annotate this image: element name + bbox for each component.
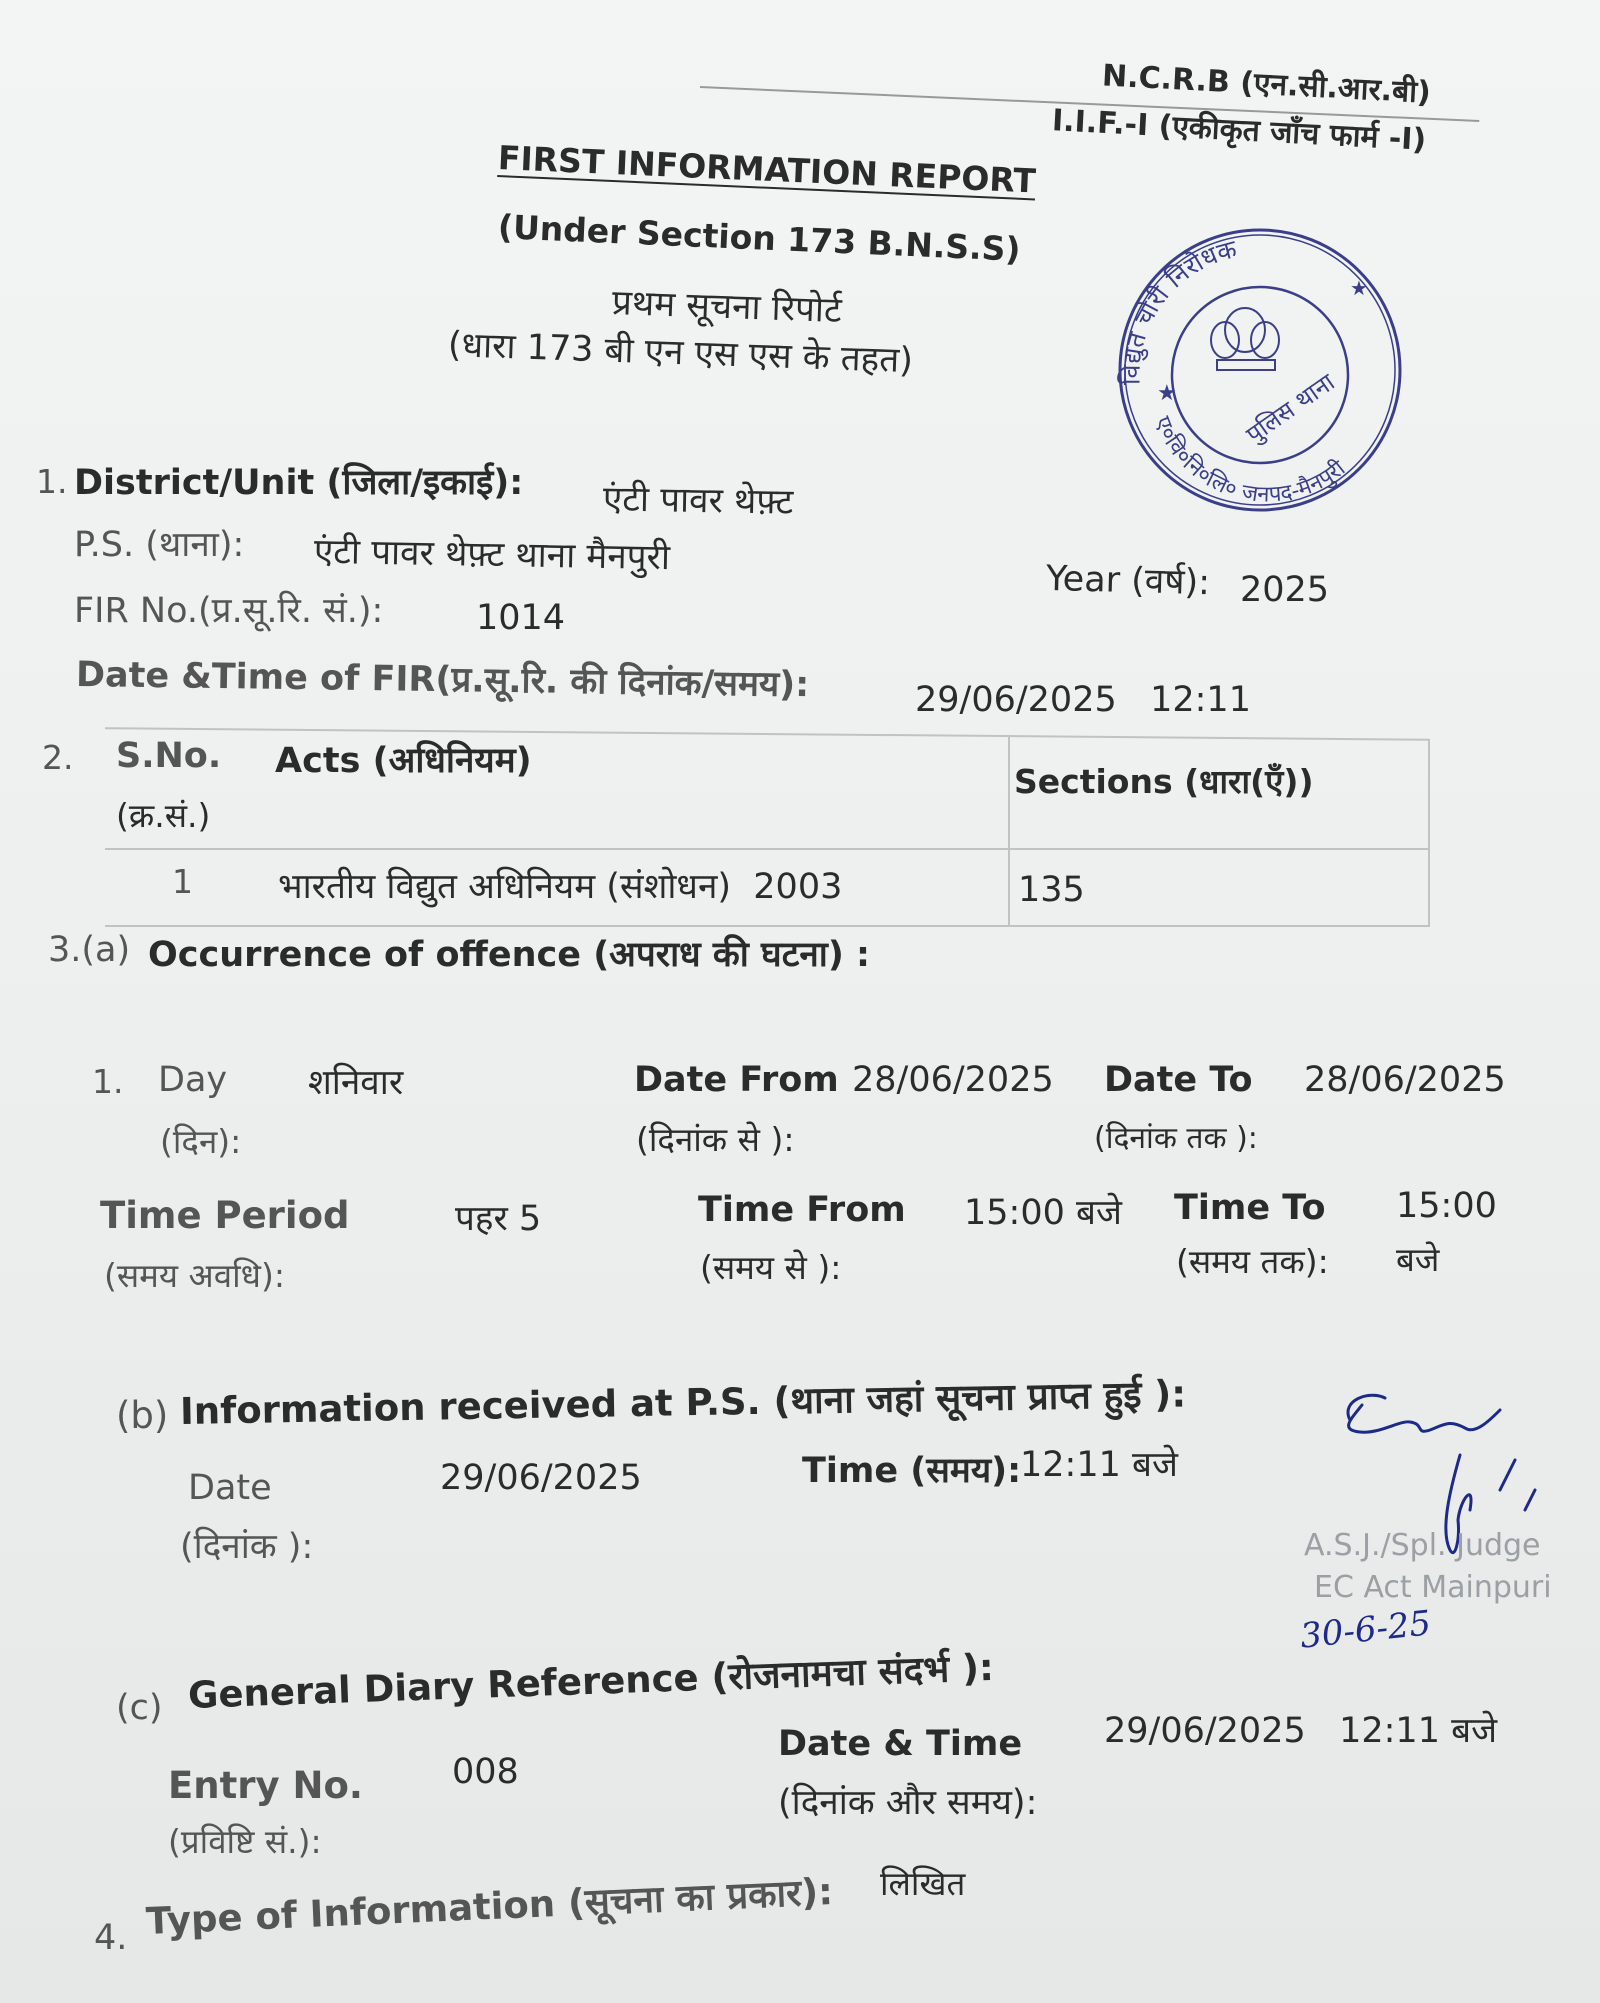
- emblem-icon: [1211, 308, 1279, 370]
- judge-signature: [1300, 1350, 1600, 1650]
- time-period-value: पहर 5: [455, 1199, 542, 1239]
- diary-datetime-label-hindi: (दिनांक और समय):: [778, 1783, 1038, 1823]
- time-to-value: 15:00: [1396, 1186, 1497, 1226]
- time-to-label: Time To: [1174, 1188, 1326, 1228]
- time-from-label: Time From: [698, 1190, 906, 1230]
- time-to-label-hindi: (समय तक):: [1176, 1242, 1329, 1281]
- report-subtitle: (Under Section 173 B.N.S.S): [497, 207, 1022, 269]
- col-sections-header: Sections (धारा(एँ)): [1014, 762, 1314, 801]
- received-date-label: Date: [188, 1468, 272, 1508]
- diary-datetime-label: Date & Time: [778, 1724, 1023, 1764]
- ncrb-label: N.C.R.B (एन.सी.आर.बी): [1101, 58, 1432, 111]
- section-3c-title: General Diary Reference (रोजनामचा संदर्भ ):: [187, 1645, 995, 1717]
- table-column-divider: [1008, 735, 1010, 925]
- seal-text-top: विद्युत चोरी निरोधक: [1116, 234, 1240, 386]
- district-value: एंटी पावर थेफ़्ट: [602, 479, 794, 523]
- seal-star-icon: ★: [1157, 381, 1177, 406]
- information-type-value: लिखित: [880, 1864, 966, 1903]
- police-station-label: P.S. (थाना):: [74, 525, 245, 565]
- section-1-number: 1.: [36, 462, 68, 501]
- date-from-label-hindi: (दिनांक से ):: [636, 1120, 795, 1159]
- police-station-value: एंटी पावर थेफ़्ट थाना मैनपुरी: [313, 531, 671, 579]
- iif-label: I.I.F.-I (एकीकृत जाँच फार्म -I): [1051, 103, 1428, 158]
- col-acts-header: Acts (अधिनियम): [275, 741, 532, 781]
- col-sno-header-hindi: (क्र.सं.): [116, 796, 211, 835]
- time-period-label: Time Period: [100, 1194, 350, 1237]
- time-from-value: 15:00 बजे: [964, 1193, 1122, 1233]
- fir-number-value: 1014: [476, 598, 566, 638]
- col-sno-header: S.No.: [116, 736, 222, 776]
- date-to-label: Date To: [1104, 1060, 1253, 1100]
- time-to-suffix: बजे: [1396, 1240, 1440, 1279]
- fir-number-label: FIR No.(प्र.सू.रि. सं.):: [74, 591, 384, 631]
- district-label: District/Unit (जिला/इकाई):: [74, 463, 524, 503]
- time-period-label-hindi: (समय अवधि):: [104, 1256, 285, 1295]
- information-type-label: Type of Information (सूचना का प्रकार):: [145, 1870, 834, 1943]
- police-station-seal: [1105, 215, 1415, 525]
- report-title: FIRST INFORMATION REPORT: [497, 138, 1037, 201]
- report-subtitle-hindi: (धारा 173 बी एन एस एस के तहत): [447, 325, 914, 382]
- table-bottom-border: [105, 925, 1430, 927]
- received-date-label-hindi: (दिनांक ):: [180, 1527, 314, 1567]
- seal-text-bottom: ए०वि०नि०लि० जनपद-मैनपुरी: [1149, 413, 1351, 508]
- date-to-label-hindi: (दिनांक तक ):: [1094, 1121, 1258, 1156]
- section-3b-title: Information received at P.S. (थाना जहां सूचना प्राप्त हुई ):: [179, 1372, 1187, 1433]
- fir-datetime-label: Date &Time of FIR(प्र.सू.रि. की दिनांक/समय):: [75, 655, 810, 706]
- section-3a-label: 3.(a): [48, 930, 131, 970]
- received-date-value: 29/06/2025: [440, 1458, 642, 1498]
- year-value: 2025: [1240, 570, 1330, 610]
- entry-number-label: Entry No.: [168, 1764, 363, 1807]
- table-right-border: [1428, 740, 1430, 925]
- handwritten-date: 30-6-25: [1298, 1603, 1433, 1657]
- date-from-label: Date From: [634, 1060, 839, 1100]
- year-label: Year (वर्ष):: [1045, 558, 1211, 604]
- fir-datetime-value: 29/06/2025 12:11: [915, 680, 1251, 720]
- diary-datetime-value: 29/06/2025 12:11 बजे: [1104, 1711, 1498, 1751]
- entry-number-value: 008: [452, 1752, 519, 1792]
- table-header-border: [105, 848, 1430, 850]
- judge-stamp-line1: A.S.J./Spl. Judge: [1304, 1528, 1541, 1563]
- time-from-label-hindi: (समय से ):: [700, 1248, 842, 1287]
- received-time-value: 12:11 बजे: [1020, 1445, 1178, 1485]
- date-from-value: 28/06/2025: [852, 1060, 1054, 1100]
- section-2-number: 2.: [42, 738, 74, 777]
- row-sno: 1: [172, 862, 193, 901]
- seal-text-center: पुलिस थाना: [1240, 367, 1340, 449]
- item-number: 1.: [92, 1062, 124, 1101]
- day-label: Day: [158, 1060, 228, 1100]
- section-3a-title: Occurrence of offence (अपराध की घटना) :: [148, 935, 871, 975]
- section-4-number: 4.: [94, 1918, 128, 1958]
- section-3c-label: (c): [116, 1688, 163, 1728]
- judge-stamp-line2: EC Act Mainpuri: [1314, 1570, 1552, 1605]
- day-value: शनिवार: [308, 1063, 404, 1103]
- row-act: भारतीय विद्युत अधिनियम (संशोधन) 2003: [278, 867, 843, 907]
- section-3b-label: (b): [116, 1394, 169, 1437]
- received-time-label: Time (समय):: [802, 1451, 1022, 1491]
- row-section: 135: [1018, 870, 1085, 910]
- entry-number-label-hindi: (प्रविष्टि सं.):: [168, 1822, 322, 1861]
- date-to-value: 28/06/2025: [1304, 1060, 1506, 1100]
- report-title-hindi: प्रथम सूचना रिपोर्ट: [611, 283, 843, 332]
- day-label-hindi: (दिन):: [160, 1122, 242, 1161]
- seal-star-icon: ★: [1350, 276, 1368, 300]
